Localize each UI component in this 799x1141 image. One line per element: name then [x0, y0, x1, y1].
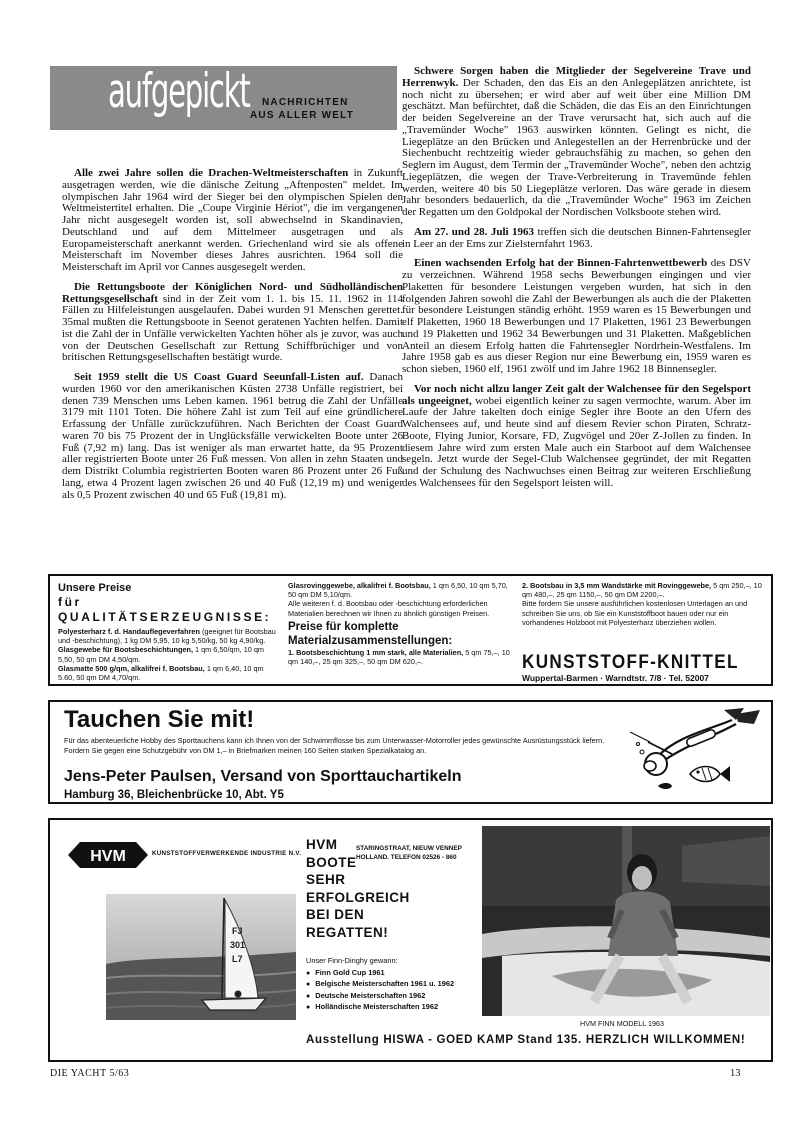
- svg-text:L7: L7: [232, 954, 243, 964]
- ad-knittel-note: Alle weiteren f. d. Bootsbau oder -beschichtung erforderlichen Materialien berechnen wir Ihnen zu ähnlich günstigen Preisen.: [288, 599, 490, 618]
- hvm-achievements-intro: Unser Finn-Dinghy gewann:: [306, 956, 398, 965]
- subtitle-line-2: AUS ALLER WELT: [250, 110, 355, 121]
- ad-knittel-item: 2. Bootsbau in 3,5 mm Wandstärke mit Rovinggewebe, 5 qm 250,–, 10 qm 480,–, 25 qm 1150,–, 50 qm DM 2200,–.: [522, 581, 762, 600]
- article-column-right: [402, 66, 751, 498]
- page-number: 13: [730, 1068, 741, 1079]
- ad-knittel-item: Glasgewebe für Bootsbeschichtungen, 1 qm 6,50/qm, 10 qm 5,50, 50 qm DM 4,50/qm.: [58, 645, 264, 664]
- article-leer-rally: Am 27. und 28. Juli 1963 treffen sich die deutschen Binnen-Fahrtensegler in Leer an der Ems zur Zielsternfahrt 1963.: [402, 225, 751, 250]
- ad-knittel-title: Unsere Preise: [58, 582, 132, 594]
- hvm-exhibition-note: Ausstellung HISWA - GOED KAMP Stand 135. HERZLICH WILLKOMMEN!: [306, 1034, 746, 1046]
- list-item: ● Deutsche Meisterschaften 1962: [306, 991, 454, 1003]
- article-dutch-rescue: Die Rettungsboote der Königlichen Nord- und Südholländischen Rettungsgesellschaft sind in der Zeit vom 1. 1. bis 15. 11. 1962 in 114 Fällen zu Hilfeleistungen ausgelaufen. Dabei wurden 91 Menschen gerettet. 35mal mußten die Rettungsboote in Seenot geratenen Yachten helfen. Damit ist die Zahl der in Unfälle verwickelten Yachten höher als je zuvor, was auch von der Deutschen Gesellschaft zur Rettung Schiffbrüchiger und von britischen Rettungsgesellschaften bestätigt wurde.: [62, 280, 403, 364]
- subtitle-line-1: NACHRICHTEN: [262, 97, 349, 108]
- svg-text:FJ: FJ: [232, 926, 243, 936]
- hvm-address: [356, 844, 462, 862]
- ad-paulsen-diving: [48, 700, 773, 804]
- sailing-dinghy-photo: [106, 894, 296, 1020]
- ad-paulsen-title: Tauchen Sie mit!: [64, 706, 255, 733]
- hvm-headline-line: BOOTE: [306, 854, 357, 870]
- ad-paulsen-text: Für das abenteuerliche Hobby des Sporttauchens kann ich Ihnen von der Schwimmflosse bis zum Unterwasser-Motorroller jedes gewünschte Ausrüstungsstück liefern. Fordern Sie gegen eine Schutzgebühr von DM 1,– in Briefmarken meinen 160 Seiten starken Spezialkatalog an.: [64, 736, 605, 755]
- article-walchensee: Vor noch nicht allzu langer Zeit galt der Walchensee für den Segelsport als ungeeignet, wobei eigentlich keiner zu sagen vermochte, warum. Aber im Laufe der Jahre takelten doch einige Segler ihre Boote an den Ufern des Walchensees auf, und heute sind auf diesem Revier schon Piraten, Schratz-Boote, Flying Junior, Korsare, FD, Zugvögel und 20er Z-Jollen zu finden. In diesem Jahre wird zum ersten Male auch ein Starboot auf dem Walchensee segeln. Jetzt wurde der Segel-Club Walchensee gegründet, der mit Regatten und der Schulung des Nachwuchses einen Beitrag zur weiteren Erschließung des Walchensees für den Segelsport leisten will.: [402, 382, 751, 489]
- hvm-logo-text: HVM: [90, 848, 126, 865]
- ad-knittel-address: Wuppertal-Barmen · Warndtstr. 7/8 · Tel. 52007: [522, 673, 709, 683]
- article-cruising-competition: Einen wachsenden Erfolg hat der Binnen-Fahrtenwettbewerb des DSV zu verzeichnen. Während 1958 sechs Bewerbungen eingingen und vier Plaketten für besondere Leistungen vergeben wurden, hat sich in den folgenden Jahren sowohl die Zahl der Bewerbungen als auch die der Plaketten für besondere Leistungen ständig erhöht. 1959 waren es 15 Bewerbungen und elf Plaketten, 1960 18 Bewerbungen und 17 Plaketten, 1961 23 Bewerbungen und 19 Plaketten und 1962 34 Bewerbungen und 31 Plaketten. Maßgeblichen Anteil an diesem Erfolg hatten die Fahrtensegler Nordrhein-Westfalens. Im Jahre 1958 gab es aus dieser Region nur eine Bewerbung ein, 1959 waren es schon sieben, 1960 elf, 1961 zwölf und im Jahre 1962 18 Binnensegler.: [402, 257, 751, 375]
- article-column-left: [62, 168, 403, 509]
- hvm-company-name: KUNSTSTOFFVERWERKENDE INDUSTRIE N.V.: [152, 850, 302, 857]
- ad-knittel-item: Polyesterharz f. d. Handauflegeverfahren (geeignet für Bootsbau und -beschichtung), 1 kg DM 5,95, 10 kg 5,50/kg, 50 kg 4,90/kg.: [58, 627, 276, 646]
- hvm-photo-caption: HVM FINN MODELL 1963: [580, 1019, 665, 1028]
- list-item: ● Belgische Meisterschaften 1961 u. 1962: [306, 979, 454, 991]
- section-title: aufgepickt: [108, 64, 250, 119]
- hvm-headline-line: SEHR: [306, 872, 346, 887]
- ad-hvm-boote: [48, 818, 773, 1062]
- ad-knittel-column-1: [58, 581, 280, 682]
- hvm-headline-line: BEI DEN: [306, 907, 365, 922]
- list-item: ● Holländische Meisterschaften 1962: [306, 1002, 454, 1014]
- section-subtitle: [250, 96, 394, 122]
- finn-model-photo: [482, 826, 770, 1016]
- ad-kunststoff-knittel: [48, 574, 773, 686]
- ad-knittel-item: Glasmatte 500 g/qm, alkalifrei f. Bootsbau, 1 qm 6,40, 10 qm 5.60, 50 qm DM 4,70/qm.: [58, 663, 264, 683]
- ad-knittel-request: Bitte fordern Sie unsere ausführlichen kostenlosen Unterlagen an und schreiben Sie uns, ob Sie ein Kunststoffboot bauen oder nur ein vorhandenes Holzboot mit Polyesterharz überziehen wollen.: [522, 599, 748, 627]
- ad-paulsen-address: Hamburg 36, Bleichenbrücke 10, Abt. Y5: [64, 789, 284, 801]
- hvm-achievements: [306, 956, 454, 1014]
- hvm-headline-line: REGATTEN!: [306, 924, 389, 940]
- svg-text:301: 301: [230, 940, 246, 950]
- magazine-issue: DIE YACHT 5/63: [50, 1068, 130, 1079]
- article-coast-guard: Seit 1959 stellt die US Coast Guard Seeunfall-Listen auf. Danach wurden 1960 vor den amerikanischen Küsten 2738 Unfälle registriert, bei denen 739 Menschen ums Leben kamen. 1961 betrug die Zahl der Unfälle 3179 mit 1101 Toten. Die höhere Zahl ist zum Teil auf eine gründlichere Erfassung der Unfälle zurückzuführen. Nach Berichten der Coast Guard waren 70 bis 75 Prozent der in Unglücksfälle verwickelten Boote unter 26 Fuß (7,92 m) lang. Das ist weniger als man erwartet hatte, da 95 Prozent aller registrierten Boote unter 26 Fuß messen. Von allen in zehn Staaten und dem Distrikt Columbia registrierten Booten waren 86 Prozent unter 26 Fuß lang, etwa 4 Prozent lagen zwischen 26 und 40 Fuß (12,19 m) und weniger als 0,5 Prozent zwischen 40 und 65 Fuß (19,81 m).: [62, 371, 403, 501]
- article-trave-ice-damage: Schwere Sorgen haben die Mitglieder der Segelvereine Trave und Herrenwyk. Der Schaden, den das Eis an den Anlegeplätzen anrichtete, ist noch nicht zu übersehen; er wird aber auf weit über eine Million DM geschätzt. Man befürchtet, daß die Schäden, die das Eis an den Einrichtungen der beiden Segelvereine an der Trave verursacht hat, sich auch auf die „Travemünder Woche" 1963 auswirken könnten. Gelingt es nicht, die Liegeplätze an den Brücken und Anlegestellen an der Herrenbrücke und der Siechenbucht rechtzeitig wieder gebrauchsfähig zu machen, so gehen den Seglern im August, dem Termin der „Travemünder Woche", neben den achtzig Liegeplätzen, die wegen der Trave-Verbreiterung in Travemünde fehlen werden, weitere 40 bis 50 Liegeplätze verloren. Das wäre gerade in diesem Jahr besonders bedauerlich, da die „Travemünder Woche" 1963 im Zeichen der Regatten um den Goldpokal der Nordischen Volksboote stehen wird.: [402, 65, 751, 218]
- ad-knittel-column-3: [522, 581, 770, 627]
- ad-paulsen-company: Jens-Peter Paulsen, Versand von Sporttauchartikeln: [64, 768, 462, 785]
- ad-knittel-brand: KUNSTSTOFF-KNITTEL: [522, 652, 739, 673]
- hvm-logo-icon: [68, 840, 148, 870]
- article-dragon-championships: Alle zwei Jahre sollen die Drachen-Weltmeisterschaften in Zukunft ausgetragen werden, wie die dänische Zeitung „Aftenposten" meldet. Im olympischen Jahr 1964 wird der Sieger bei den olympischen Spielen den Weltmeistertitel erhalten. Die „Coupe Virginie Hériot", die im vergangenen Jahr nicht ausgesegelt worden ist, soll abwechselnd in Skandinavien, Deutschland und auf dem Mittelmeer ausgetragen und als Europameisterschaft anerkannt werden. Griechenland wird sie als offene Meisterschaft im November dieses Jahres ausrichten. 1964 soll die Meisterschaft im April vor Cannes ausgesegelt werden.: [62, 167, 403, 273]
- ad-knittel-column-2: [288, 581, 514, 666]
- ad-knittel-heading: Preise für komplette Materialzusammenstellungen:: [288, 620, 453, 647]
- ad-knittel-item: 1. Bootsbeschichtung 1 mm stark, alle Materialien, 5 qm 75,–, 10 qm 140,–, 25 qm 325,–, 50 qm DM 620,–.: [288, 647, 510, 667]
- ad-knittel-item: Glasrovinggewebe, alkalifrei f. Bootsbau, 1 qm 6,50, 10 qm 5,70, 50 qm DM 5,10/qm.: [288, 581, 508, 600]
- diver-illustration-icon: [628, 708, 768, 798]
- list-item: ● Finn Gold Cup 1961: [306, 968, 454, 980]
- hvm-headline-line: ERFOLGREICH: [306, 889, 410, 905]
- hvm-headline-line: HVM: [306, 837, 338, 852]
- hvm-address-line: STARINGSTRAAT, NIEUW VENNEP: [356, 845, 462, 852]
- ad-knittel-title-2: für QUALITÄTSERZEUGNISSE:: [58, 595, 272, 624]
- hvm-address-line: HOLLAND. TELEFON 02526 - 860: [356, 854, 457, 861]
